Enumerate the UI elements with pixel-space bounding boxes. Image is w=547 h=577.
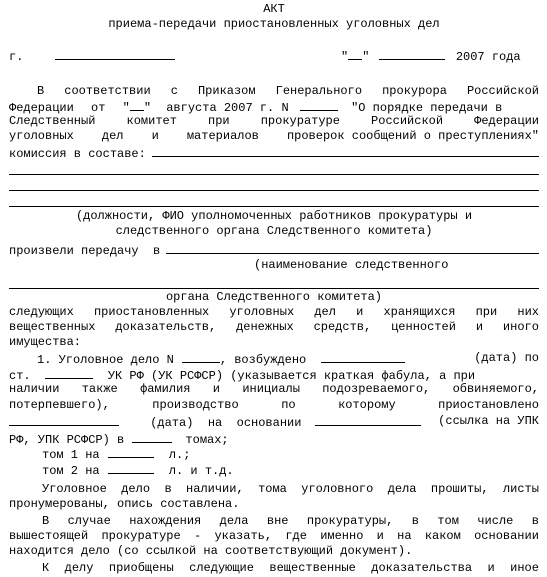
text-fragment: комиссия в составе: bbox=[9, 147, 146, 161]
word: том bbox=[437, 514, 459, 528]
word: именно bbox=[320, 529, 364, 543]
word: комитет bbox=[126, 114, 177, 128]
word: дел bbox=[314, 305, 336, 319]
word: которому bbox=[338, 398, 396, 412]
word: прокуратуры, bbox=[306, 514, 394, 528]
text-fragment: том 1 на bbox=[42, 448, 100, 462]
word: потерпевшего), bbox=[9, 398, 110, 412]
word: обвиняемого, bbox=[452, 382, 539, 396]
volume-2-pages-blank[interactable] bbox=[108, 462, 154, 474]
word: инициалы bbox=[242, 382, 300, 396]
word: Приказом bbox=[197, 84, 256, 98]
word: Федерации bbox=[474, 114, 539, 128]
text-fragment: от bbox=[91, 101, 106, 115]
word: приостановленных bbox=[93, 305, 210, 319]
text-fragment: (ссылка на УПК bbox=[438, 414, 539, 428]
p2-line2 bbox=[9, 320, 539, 335]
year-text: 2007 года bbox=[455, 50, 521, 64]
word: листы bbox=[502, 482, 539, 496]
transfer-line bbox=[9, 242, 539, 257]
text-fragment: УК РФ (УК РСФСР) (указывается краткая фабула, а при bbox=[107, 369, 476, 383]
text-fragment: л.; bbox=[168, 448, 191, 462]
word: в bbox=[164, 482, 172, 496]
text-fragment: РФ, УПК РСФСР) в bbox=[9, 433, 125, 447]
word: материалов bbox=[186, 129, 259, 143]
volume-1-line bbox=[42, 446, 539, 461]
word: каком bbox=[424, 529, 461, 543]
text-fragment: Федерации bbox=[9, 101, 74, 115]
word: следующие bbox=[189, 561, 254, 575]
text-fragment: л. и т.д. bbox=[168, 464, 234, 478]
volume-2-line bbox=[42, 462, 539, 477]
document-subtitle: приема-передачи приостановленных уголовных дел bbox=[108, 17, 440, 31]
text-fragment: ст. bbox=[9, 369, 31, 383]
word: вышестоящей bbox=[9, 529, 89, 543]
word: соответствии bbox=[64, 84, 151, 98]
day-blank[interactable] bbox=[348, 48, 362, 60]
word: ценностей bbox=[391, 320, 456, 334]
blank-line[interactable] bbox=[9, 206, 539, 207]
item1-line2 bbox=[9, 367, 539, 382]
word: случае bbox=[67, 514, 111, 528]
document-title: АКТ bbox=[263, 2, 285, 16]
item1-line4 bbox=[9, 398, 539, 413]
p3-line2: пронумерованы, опись составлена. bbox=[9, 497, 240, 511]
order-number-blank[interactable] bbox=[300, 99, 338, 111]
p4-line2 bbox=[9, 529, 539, 544]
place-blank[interactable] bbox=[55, 48, 175, 60]
volume-1-pages-blank[interactable] bbox=[108, 446, 154, 458]
text-fragment: произвели передачу в bbox=[9, 244, 161, 258]
word: средств, bbox=[313, 320, 372, 334]
word: нахождения bbox=[129, 514, 202, 528]
p1-line2 bbox=[9, 99, 539, 114]
text-fragment: том 2 на bbox=[42, 464, 100, 478]
text-fragment: " bbox=[122, 101, 130, 115]
note-positions-line1: (должности, ФИО уполномоченных работников прокуратуры и bbox=[75, 209, 473, 223]
word: Российской bbox=[371, 114, 444, 128]
word: по bbox=[281, 398, 296, 412]
commission-line bbox=[9, 145, 539, 160]
word: иного bbox=[502, 320, 539, 334]
word: с bbox=[170, 84, 178, 98]
word: иное bbox=[510, 561, 539, 575]
word: наличии, bbox=[186, 482, 244, 496]
p1-line3 bbox=[9, 114, 539, 129]
word: вещественные bbox=[269, 561, 356, 575]
word: проверок сообщений о преступлениях" bbox=[286, 129, 539, 143]
text-fragment: "О порядке передачи в bbox=[351, 101, 503, 115]
word: уголовного bbox=[301, 482, 374, 496]
word: - bbox=[193, 529, 202, 543]
word: прокуратуре bbox=[260, 114, 340, 128]
word: прокуратуре bbox=[101, 529, 181, 543]
item1-line1 bbox=[37, 351, 539, 366]
text-fragment: августа 2007 г. N bbox=[166, 101, 289, 115]
word: уголовных bbox=[9, 129, 74, 143]
text-fragment: (дата) по bbox=[474, 351, 539, 365]
word: и bbox=[151, 129, 159, 143]
text-fragment: (дата) на основании bbox=[150, 416, 302, 430]
p1-line1 bbox=[37, 84, 539, 99]
word: вещественных bbox=[9, 320, 96, 334]
item1-line5 bbox=[9, 414, 539, 429]
note-organ-line2: органа Следственного комитета) bbox=[165, 290, 383, 304]
place-prefix: г. bbox=[9, 50, 24, 64]
initiation-date-blank[interactable] bbox=[321, 351, 405, 363]
word: и bbox=[376, 529, 384, 543]
word: приобщены bbox=[108, 561, 174, 575]
p2-line1 bbox=[9, 305, 539, 320]
text-fragment: 1. Уголовное дело N bbox=[37, 353, 174, 367]
word: прошиты, bbox=[430, 482, 489, 496]
word: и bbox=[487, 561, 495, 575]
word: них bbox=[517, 305, 539, 319]
word: К bbox=[42, 561, 50, 575]
ground-blank[interactable] bbox=[315, 414, 421, 426]
word: Уголовное bbox=[42, 482, 107, 496]
word: хранящихся bbox=[383, 305, 456, 319]
word: наличии bbox=[9, 382, 60, 396]
word: производство bbox=[152, 398, 239, 412]
word: прокурора bbox=[382, 84, 447, 98]
volumes-count-blank[interactable] bbox=[132, 431, 172, 443]
word: в bbox=[531, 514, 539, 528]
item1-line3 bbox=[9, 382, 539, 397]
text-fragment: " bbox=[341, 50, 349, 64]
word: дела bbox=[387, 482, 417, 496]
word: указать, bbox=[214, 529, 273, 543]
word: подозреваемого, bbox=[322, 382, 431, 396]
word: также bbox=[81, 382, 118, 396]
word: доказательства bbox=[371, 561, 473, 575]
place-date-line bbox=[9, 48, 539, 63]
word: в bbox=[411, 514, 419, 528]
word: и bbox=[212, 382, 220, 396]
p3-line1 bbox=[42, 482, 539, 497]
word: числе bbox=[477, 514, 514, 528]
commission-blank[interactable] bbox=[152, 145, 539, 157]
word: делу bbox=[64, 561, 94, 575]
word: основании bbox=[474, 529, 539, 543]
word: при bbox=[208, 114, 230, 128]
blank-line[interactable] bbox=[9, 190, 539, 191]
word: при bbox=[475, 305, 498, 319]
word: уголовных bbox=[229, 305, 295, 319]
item1-line6 bbox=[9, 431, 539, 446]
note-organ-line1: (наименование следственного bbox=[254, 258, 449, 272]
p4-line3: находится дело (со ссылкой на соответствующий документ). bbox=[9, 544, 413, 558]
word: и bbox=[356, 305, 364, 319]
text-fragment: томах; bbox=[185, 433, 229, 447]
word: на bbox=[397, 529, 412, 543]
p4-line1 bbox=[42, 514, 539, 529]
word: приостановлено bbox=[438, 398, 539, 412]
word: В bbox=[42, 514, 50, 528]
word: и bbox=[475, 320, 484, 334]
word: фамилия bbox=[140, 382, 191, 396]
blank-line[interactable] bbox=[9, 288, 539, 289]
word: следующих bbox=[9, 305, 74, 319]
case-number-blank[interactable] bbox=[182, 351, 220, 363]
transfer-blank[interactable] bbox=[166, 242, 539, 254]
text-fragment: " bbox=[143, 101, 152, 115]
p2-line3: имущества: bbox=[9, 335, 82, 349]
word: Российской bbox=[466, 84, 539, 98]
word: В bbox=[37, 84, 45, 98]
note-positions-line2: следственного органа Следственного комитета) bbox=[115, 224, 433, 238]
word: Генерального bbox=[275, 84, 363, 98]
text-fragment: " bbox=[362, 50, 370, 64]
p5-line1 bbox=[42, 561, 539, 576]
word: денежных bbox=[236, 320, 294, 334]
word: дел bbox=[101, 129, 124, 143]
date-field bbox=[341, 48, 521, 65]
word: доказательств, bbox=[115, 320, 217, 334]
month-blank[interactable] bbox=[379, 48, 445, 60]
text-fragment: , возбуждено bbox=[219, 353, 307, 367]
blank-line[interactable] bbox=[9, 174, 539, 175]
word: дело bbox=[121, 482, 151, 496]
order-day-blank[interactable] bbox=[130, 99, 144, 111]
p1-line4 bbox=[9, 129, 539, 144]
word: Следственный bbox=[9, 114, 96, 128]
suspension-date-blank[interactable] bbox=[9, 414, 119, 426]
word: тома bbox=[258, 482, 287, 496]
word: где bbox=[285, 529, 307, 543]
word: вне bbox=[266, 514, 289, 528]
word: дела bbox=[219, 514, 249, 528]
article-blank[interactable] bbox=[45, 367, 93, 379]
